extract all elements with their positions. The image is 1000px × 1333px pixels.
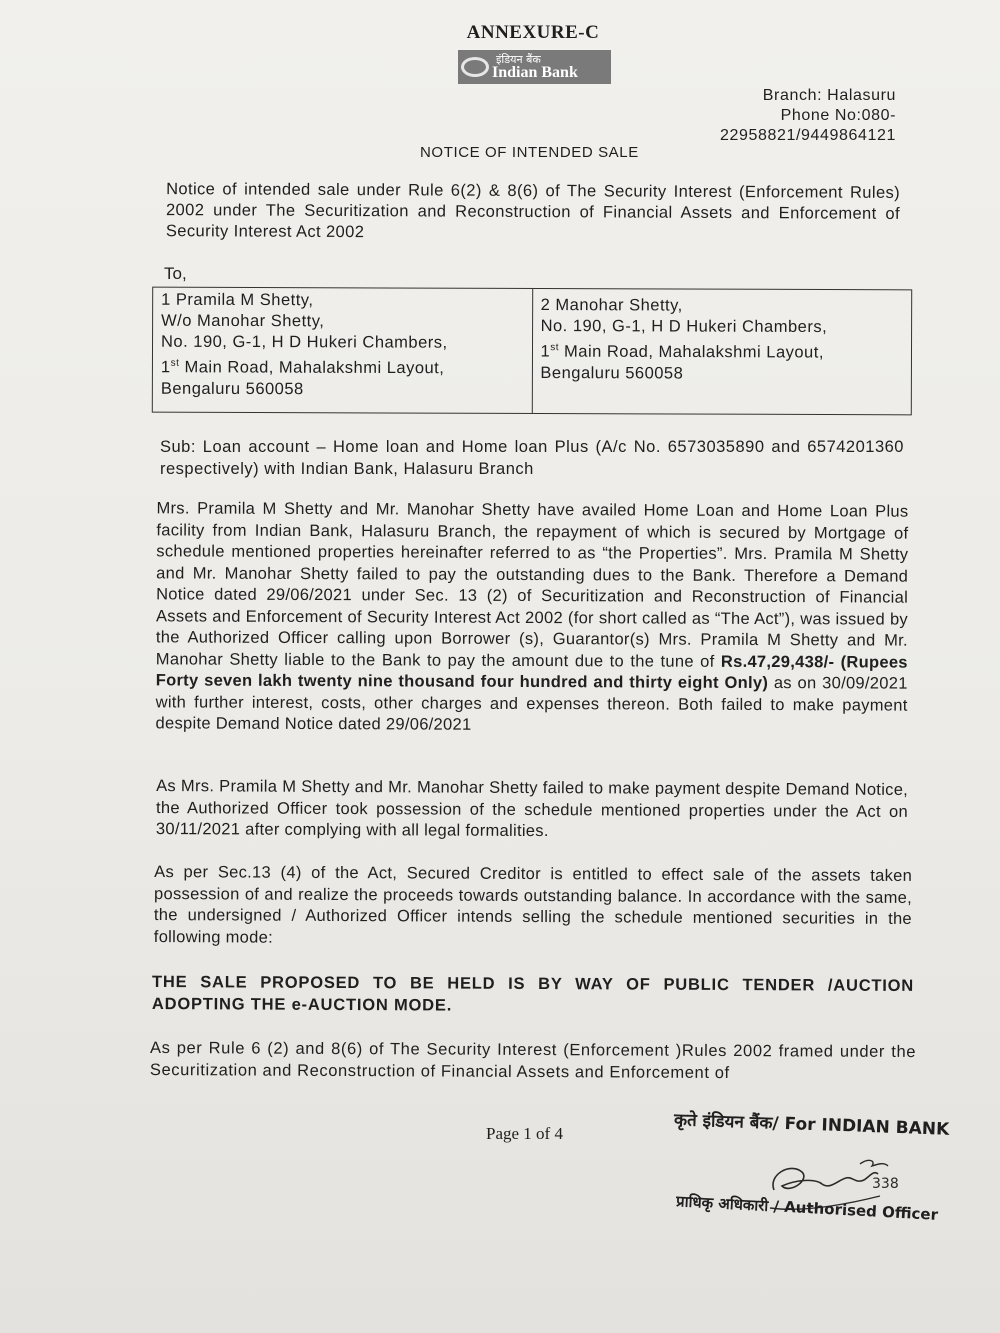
addressee-2-address-1: No. 190, G-1, H D Hukeri Chambers, (540, 317, 828, 337)
addressee-1-address-1: No. 190, G-1, H D Hukeri Chambers, (160, 332, 448, 352)
paragraph-5: As per Rule 6 (2) and 8(6) of The Security Interest (Enforcement )Rules 2002 framed under the Securitization and Reconstruction of Financial Assets and Enforcement of (149, 1038, 917, 1082)
branch-name: Branch: Halasuru (762, 87, 896, 104)
addressee-table (152, 287, 912, 416)
bank-emblem-icon (458, 50, 492, 84)
paragraph-2: As Mrs. Pramila M Shetty and Mr. Manohar Shetty failed to make payment despite Demand Notice, the Authorized Officer took possession of the schedule mentioned properties under the Act on 30/11/2021 after complying with all legal formalities. (155, 777, 909, 841)
addressee-1-name: 1 Pramila M Shetty, (161, 290, 314, 310)
addressee-1-city: Bengaluru 560058 (160, 379, 304, 398)
bank-stamp-top: कृते इंडियन बैंक/ For INDIAN BANK (673, 1110, 950, 1140)
addressee-1 (153, 288, 533, 413)
notice-title: NOTICE OF INTENDED SALE (420, 144, 639, 161)
addressee-2-address-2: 1st Main Road, Mahalakshmi Layout, (540, 342, 824, 362)
addressee-1-address-2: 1st Main Road, Mahalakshmi Layout, (160, 357, 445, 378)
annexure-heading: ANNEXURE-C (466, 22, 600, 43)
addressee-2-city: Bengaluru 560058 (540, 363, 684, 383)
outstanding-amount: Rs.47,29,438/- (Rupees Forty seven lakh twenty nine thousand four hundred and thirty eight Only) (155, 652, 908, 693)
addressee-2-name: 2 Manohar Shetty, (540, 296, 683, 315)
bank-stamp-bottom: प्राधिकृ अधिकारी / Authorised Officer (675, 1192, 939, 1224)
branch-info (720, 86, 896, 146)
phone-line-2: 22958821/9449864121 (719, 127, 896, 144)
indian-bank-logo (458, 50, 611, 84)
intro-paragraph: Notice of intended sale under Rule 6(2) & 8(6) of The Security Interest (Enforcement Rules) 2002 under The Securitization and Reconstruction of Financial Assets and Enforcement of Security Interest Act 2002 (165, 180, 901, 242)
subject-line: Sub: Loan account – Home loan and Home loan Plus (A/c No. 6573035890 and 6574201360 respectively) with Indian Bank, Halasuru Branch (160, 438, 904, 478)
logo-english-text: Indian Bank (492, 63, 578, 81)
phone-line-1: Phone No:080- (780, 107, 896, 124)
signature-note: 338 (872, 1176, 899, 1192)
page-number: Page 1 of 4 (486, 1124, 563, 1143)
sale-mode-heading: THE SALE PROPOSED TO BE HELD IS BY WAY OF PUBLIC TENDER /AUCTION ADOPTING THE e-AUCTION MODE. (151, 973, 915, 1015)
paragraph-1: Mrs. Pramila M Shetty and Mr. Manohar Shetty have availed Home Loan and Home Loan Plus facility from Indian Bank, Halasuru Branch, the repayment of which is secured by Mortgage of schedule mentioned properties hereinafter referred to as “the Properties”. Mrs. Pramila M Shetty and Mr. Manohar Shetty failed to pay the outstanding dues to the Bank. Therefore a Demand Notice dated 29/06/2021 under Sec. 13 (2) of Securitization and Reconstruction of Financial Assets and Enforcement of Security Interest Act 2002 (for short called as “The Act”), was issued by the Authorized Officer calling upon Borrower (s), Guarantor(s) Mrs. Pramila M Shetty and Mr. Manohar Shetty liable to the Bank to pay the amount due to the tune of Rs.47,29,438/- (Rupees Forty seven lakh twenty nine thousand four hundred and thirty eight Only) as on 30/09/2021 with further interest, costs, other charges and expenses thereon. Both failed to make payment despite Demand Notice dated 29/06/2021 (155, 499, 909, 734)
paragraph-3: As per Sec.13 (4) of the Act, Secured Creditor is entitled to effect sale of the assets taken possession of and realize the proceeds towards outstanding balance. In accordance with the same, the undersigned / Authorized Officer intends selling the schedule mentioned securities in the following mode: (153, 863, 913, 947)
to-label: To, (164, 264, 187, 283)
logo-hindi-text: इंडियन बैंक (496, 52, 541, 66)
addressee-1-relation: W/o Manohar Shetty, (161, 311, 325, 331)
addressee-2 (532, 289, 911, 414)
